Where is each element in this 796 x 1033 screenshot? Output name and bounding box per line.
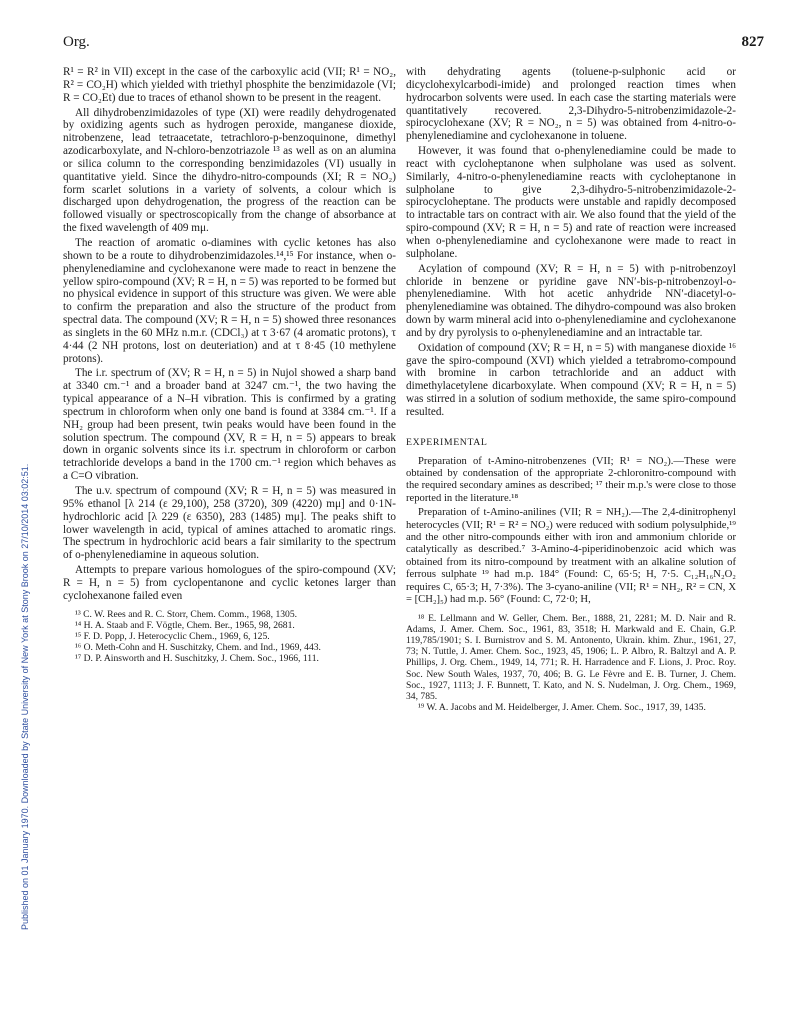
experimental-section: [406, 456, 736, 607]
journal-name: Org.: [63, 34, 90, 50]
footnotes: [406, 613, 736, 714]
footnote: ¹³ C. W. Rees and R. C. Storr, Chem. Comm., 1968, 1305.: [75, 608, 298, 620]
footnote: ¹⁴ H. A. Staab and F. Vögtle, Chem. Ber., 1965, 98, 2681.: [75, 619, 295, 631]
footnote: ¹⁶ O. Meth-Cohn and H. Suschitzky, Chem. and Ind., 1969, 443.: [75, 642, 321, 654]
paragraph: Oxidation of compound (XV; R = H, n = 5) with manganese dioxide ¹⁶ gave the spiro-compound (XVI) which yielded a tetrabromo-compound with bromine in carbon tetrachloride and an adduct with dimethylacetylene dicarboxylate. When compound (XV; R = H, n = 5) was stirred in a solution of sodium methoxide, the same spiro-compound resulted.: [406, 341, 736, 418]
section-heading: EXPERIMENTAL: [406, 436, 488, 448]
paragraph: The reaction of aromatic o-diamines with cyclic ketones has also shown to be a route to dihydrobenzimidazoles.¹⁴,¹⁵ For instance, when o-phenylenediamine and cyclohexanone were made to react in benzene the yellow spiro-compound (XV; R = H, n = 5) was reported to be formed but no physical evidence in support of this structure was given. We were able to confirm the preparation and also the structure of the product from spectral data. The compound (XV; R = H, n = 5) showed three resonances as singlets in the 60 MHz n.m.r. (CDCl₃) at τ 3·67 (4 aromatic protons), τ 4·44 (2 NH protons, lost on deuteriation) and at τ 8·45 (10 methylene protons).: [63, 236, 396, 365]
page-header: [63, 34, 764, 56]
paragraph: The u.v. spectrum of compound (XV; R = H, n = 5) was measured in 95% ethanol [λ 214 (ε 29,100), 258 (3720), 309 (4220) mμ] and 0·1N-hydrochloric acid [λ 229 (ε 6350), 283 (1485) mμ]. The peaks shift to lower wavelength in acid, typical of amines attached to aromatic rings. The spectrum in hydrochloric acid bears a fair similarity to the spectrum of o-phenylenediamine in aqueous solution.: [63, 485, 396, 562]
download-notice: [8, 170, 30, 970]
paragraph: with dehydrating agents (toluene-p-sulphonic acid or dicyclohexylcarbodi-imide) and prolonged reaction times when hydrocarbon solvents were used. In each case the starting materials were quantitatively recovered. 2,3-Dihydro-5-nitrobenzimidazole-2-spirocyclohexane (XV; R = NO₂, n = 5) was obtained from 4-nitro-o-phenylenediamine and cyclohexanone in toluene.: [406, 66, 736, 143]
page-number: 827: [741, 34, 764, 50]
download-notice-text[interactable]: Published on 01 January 1970. Downloaded by State University of New York at Stony Brook on 27/10/2014 03:02:51.: [20, 463, 30, 930]
paragraph: R¹ = R² in VII) except in the case of the carboxylic acid (VII; R¹ = NO₂, R² = CO₂H) which yielded with triethyl phosphite the benzimidazole (VI; R = CO₂Et) due to traces of ethanol shown to be present in the reagent.: [63, 66, 396, 104]
footnote: ¹⁸ E. Lellmann and W. Geller, Chem. Ber., 1888, 21, 2281; M. D. Nair and R. Adams, J. Amer. Chem. Soc., 1961, 83, 3518; H. Markwald and E. Chain, G.P. 119,785/1901; S. I. Burnistrov and S. M. Antonento, Ukrain. khim. Zhur., 1961, 27, 73; N. Tuttle, J. Amer. Chem. Soc., 1923, 45, 1906; L. P. Albro, R. Baltzyl and A. P. Phillips, J. Org. Chem., 1949, 14, 771; R. H. Harradence and F. Lions, J. Proc. Roy. Soc. New South Wales, 1937, 70, 406; B. G. Le Fèvre and E. B. Turner, J. Chem. Soc., 1927, 1113; J. F. Bunnett, T. Kato, and N. S. Nudelman, J. Org. Chem., 1969, 34, 785.: [406, 612, 736, 702]
right-column: [406, 66, 736, 713]
left-column: [63, 66, 396, 665]
paragraph: However, it was found that o-phenylenediamine could be made to react with cycloheptanone when sulpholane was used as solvent. Similarly, 4-nitro-o-phenylenediamine reacts with cycloheptanone in sulpholane to give 2,3-dihydro-5-nitrobenzimidazole-2-spirocycloheptane. The products were unstable and rapidly decomposed to intractable tars on contract with air. We also found that the yield of the spiro-compound (XV; R = H, n = 5) and rate of reaction were increased when o-phenylenediamine and cyclohexanone were made to react in sulpholane.: [406, 145, 736, 260]
paragraph: Preparation of t-Amino-nitrobenzenes (VII; R¹ = NO₂).—These were obtained by condensation of the appropriate 2-chloronitro-compound with the required secondary amines as described; ¹⁷ their m.p.'s were close to those reported in the literature.¹⁸: [406, 455, 736, 504]
paragraph: Attempts to prepare various homologues of the spiro-compound (XV; R = H, n = 5) from cyclopentanone and cyclic ketones larger than cyclohexanone failed even: [63, 564, 396, 602]
footnote: ¹⁵ F. D. Popp, J. Heterocyclic Chem., 1969, 6, 125.: [75, 631, 270, 642]
paragraph: All dihydrobenzimidazoles of type (XI) were readily dehydrogenated by oxidizing agents such as hydrogen peroxide, manganese dioxide, nitrobenzene, lead tetraacetate, tetrachloro-p-benzoquinone, dimethyl azodicarboxylate, and N-chloro-benzotriazole ¹³ as well as on an alumina or silica column to the corresponding benzimidazoles (VI) usually in quantitative yield. Since the dihydro-nitro-compounds (XI; R = NO₂) form scarlet solutions in a variety of solvents, a colour which is discharged upon dehydrogenation, the progress of the reaction can be followed visually or spectroscopically from the change of absorbance at the fixed wavelength of 409 mμ.: [63, 106, 396, 235]
footnotes: [63, 609, 396, 665]
paragraph: Acylation of compound (XV; R = H, n = 5) with p-nitrobenzoyl chloride in benzene or pyridine gave NN′-bis-p-nitrobenzoyl-o-phenylenediamine. With hot acetic anhydride NN′-diacetyl-o-phenylenediamine was obtained. The dihydro-compound was also broken down by warm mineral acid into o-phenylenediamine and cyclohexanone and by dry pyrolysis to o-phenylenediamine and an intractable tar.: [406, 262, 736, 339]
paragraph: Preparation of t-Amino-anilines (VII; R = NH₂).—The 2,4-dinitrophenyl heterocycles (VII; R¹ = R² = NO₂) were reduced with sodium polysulphide,¹⁹ and the other nitro-compounds either with iron and ammonium chloride or catalytically as described.⁷ 3-Amino-4-piperidinobenzoic acid which was obtained from its nitro-compound by treatment with an alkaline solution of ferrous sulphate ¹⁹ had m.p. 184° (Found: C, 65·5; H, 7·5. C₁₂H₁₆N₂O₂ requires C, 65·3; H, 7·3%). The 3-cyano-aniline (VII; R¹ = NH₂, R² = CN, X = [CH₂]₅) had m.p. 56° (Found: C, 72·0; H,: [406, 507, 736, 606]
paragraph: The i.r. spectrum of (XV; R = H, n = 5) in Nujol showed a sharp band at 3340 cm.⁻¹ and a broader band at 3247 cm.⁻¹, the two having the typical appearance of a N–H vibration. This is confirmed by a grating spectrum in chloroform when only one band is found at 3384 cm.⁻¹. If a NH₂ group had been present, twin peaks would have been found in the solution spectrum. The compound (XV, R = H, n = 5) appears to break down in organic solvents since its i.r. spectrum in chloroform or carbon tetrachloride develops a band in the 1700 cm.⁻¹ region which behaves as a C=O vibration.: [63, 367, 396, 483]
footnote: ¹⁷ D. P. Ainsworth and H. Suschitzky, J. Chem. Soc., 1966, 111.: [75, 653, 319, 665]
footnote: ¹⁹ W. A. Jacobs and M. Heidelberger, J. Amer. Chem. Soc., 1917, 39, 1435.: [418, 702, 706, 714]
